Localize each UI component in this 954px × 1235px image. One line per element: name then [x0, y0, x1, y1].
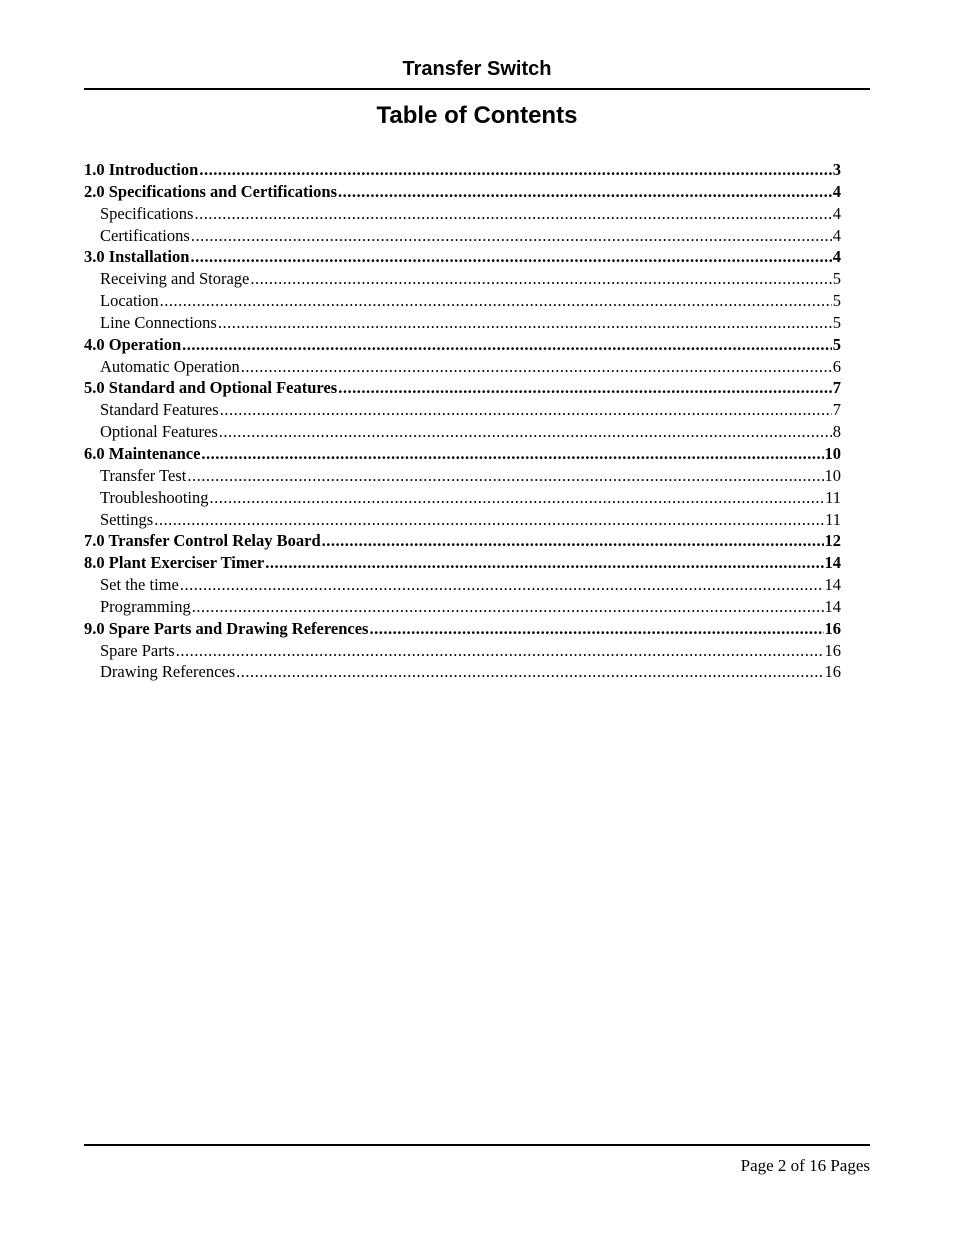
toc-entry-label: 6.0 Maintenance [84, 443, 201, 463]
toc-section-entry[interactable] [84, 530, 841, 552]
toc-dot-leader [338, 377, 832, 399]
toc-dot-leader [176, 640, 824, 662]
toc-entry-page: 6 [832, 356, 841, 376]
toc-entry-label: 2.0 Specifications and Certifications [84, 181, 337, 201]
toc-entry-page: 14 [824, 596, 841, 616]
toc-entry-page: 16 [824, 640, 841, 660]
toc-dot-leader [190, 246, 831, 268]
toc-entry-label: 4.0 Operation [84, 334, 182, 354]
toc-dot-leader [187, 465, 823, 487]
toc-section-entry[interactable] [84, 618, 841, 640]
toc-section-entry[interactable] [84, 552, 841, 574]
toc-entry-page: 8 [832, 422, 841, 442]
toc-subsection-entry[interactable] [84, 225, 841, 247]
toc-subsection-entry[interactable] [84, 312, 841, 334]
toc-entry-label: 8.0 Plant Exerciser Timer [84, 553, 265, 573]
toc-entry-label: Location [100, 291, 159, 311]
toc-entry-label: 3.0 Installation [84, 247, 190, 267]
toc-dot-leader [182, 334, 832, 356]
toc-entry-label: Settings [100, 509, 154, 529]
toc-entry-page: 5 [832, 334, 841, 354]
toc-section-entry[interactable] [84, 159, 841, 181]
toc-subsection-entry[interactable] [84, 661, 841, 683]
toc-entry-page: 16 [824, 618, 841, 638]
toc-section-entry[interactable] [84, 246, 841, 268]
toc-subsection-entry[interactable] [84, 356, 841, 378]
toc-dot-leader [194, 203, 831, 225]
toc-entry-label: Set the time [100, 575, 179, 595]
toc-title: Table of Contents [376, 102, 578, 129]
toc-entry-page: 14 [824, 553, 841, 573]
toc-entry-label: 9.0 Spare Parts and Drawing References [84, 618, 369, 638]
toc-section-entry[interactable] [84, 443, 841, 465]
toc-section-entry[interactable] [84, 334, 841, 356]
toc-entry-page: 16 [824, 662, 841, 682]
toc-entry-label: 7.0 Transfer Control Relay Board [84, 531, 321, 551]
toc-entry-label: Transfer Test [100, 465, 187, 485]
toc-entry-page: 12 [824, 531, 841, 551]
toc-entry-page: 10 [824, 465, 841, 485]
toc-subsection-entry[interactable] [84, 268, 841, 290]
table-of-contents [84, 159, 841, 683]
toc-entry-page: 14 [824, 575, 841, 595]
toc-entry-page: 4 [832, 181, 841, 201]
toc-entry-page: 3 [832, 160, 841, 179]
page-number: Page 2 of 16 Pages [740, 1156, 870, 1175]
toc-dot-leader [241, 356, 832, 378]
toc-subsection-entry[interactable] [84, 421, 841, 443]
toc-dot-leader [219, 421, 832, 443]
toc-dot-leader [218, 312, 832, 334]
toc-dot-leader [199, 159, 831, 181]
toc-entry-label: Automatic Operation [100, 356, 240, 376]
toc-dot-leader [338, 181, 832, 203]
toc-entry-label: Programming [100, 596, 191, 616]
toc-entry-page: 5 [832, 269, 841, 289]
toc-entry-label: Spare Parts [100, 640, 175, 660]
toc-entry-label: 5.0 Standard and Optional Features [84, 378, 338, 398]
toc-subsection-entry[interactable] [84, 399, 841, 421]
toc-subsection-entry[interactable] [84, 574, 841, 596]
toc-subsection-entry[interactable] [84, 640, 841, 662]
toc-entry-label: Receiving and Storage [100, 269, 250, 289]
toc-subsection-entry[interactable] [84, 290, 841, 312]
toc-dot-leader [265, 552, 823, 574]
toc-dot-leader [250, 268, 831, 290]
toc-dot-leader [191, 225, 832, 247]
toc-entry-page: 7 [832, 400, 841, 420]
toc-section-entry[interactable] [84, 377, 841, 399]
toc-dot-leader [160, 290, 832, 312]
toc-subsection-entry[interactable] [84, 203, 841, 225]
toc-entry-page: 5 [832, 312, 841, 332]
toc-entry-page: 10 [824, 443, 841, 463]
toc-dot-leader [192, 596, 824, 618]
toc-dot-leader [236, 661, 823, 683]
toc-section-entry[interactable] [84, 181, 841, 203]
toc-entry-label: Standard Features [100, 400, 219, 420]
toc-dot-leader [322, 530, 824, 552]
toc-dot-leader [154, 509, 824, 531]
toc-entry-label: Certifications [100, 225, 190, 245]
toc-dot-leader [369, 618, 823, 640]
toc-entry-page: 4 [832, 247, 841, 267]
page-header-title: Transfer Switch [402, 58, 552, 80]
toc-entry-label: Line Connections [100, 312, 217, 332]
toc-entry-label: Troubleshooting [100, 487, 209, 507]
toc-dot-leader [180, 574, 824, 596]
toc-dot-leader [210, 487, 825, 509]
toc-dot-leader [220, 399, 832, 421]
toc-entry-label: 1.0 Introduction [84, 160, 199, 179]
footer-divider [84, 1144, 870, 1146]
toc-entry-page: 11 [825, 509, 841, 529]
toc-entry-page: 4 [832, 225, 841, 245]
toc-entry-label: Specifications [100, 203, 194, 223]
toc-entry-page: 5 [832, 291, 841, 311]
toc-entry-page: 7 [832, 378, 841, 398]
toc-subsection-entry[interactable] [84, 509, 841, 531]
toc-subsection-entry[interactable] [84, 596, 841, 618]
toc-dot-leader [201, 443, 823, 465]
toc-entry-page: 11 [825, 487, 841, 507]
toc-entry-label: Optional Features [100, 422, 218, 442]
toc-subsection-entry[interactable] [84, 465, 841, 487]
toc-entry-label: Drawing References [100, 662, 236, 682]
toc-entry-page: 4 [832, 203, 841, 223]
toc-subsection-entry[interactable] [84, 487, 841, 509]
header-divider [84, 88, 870, 90]
